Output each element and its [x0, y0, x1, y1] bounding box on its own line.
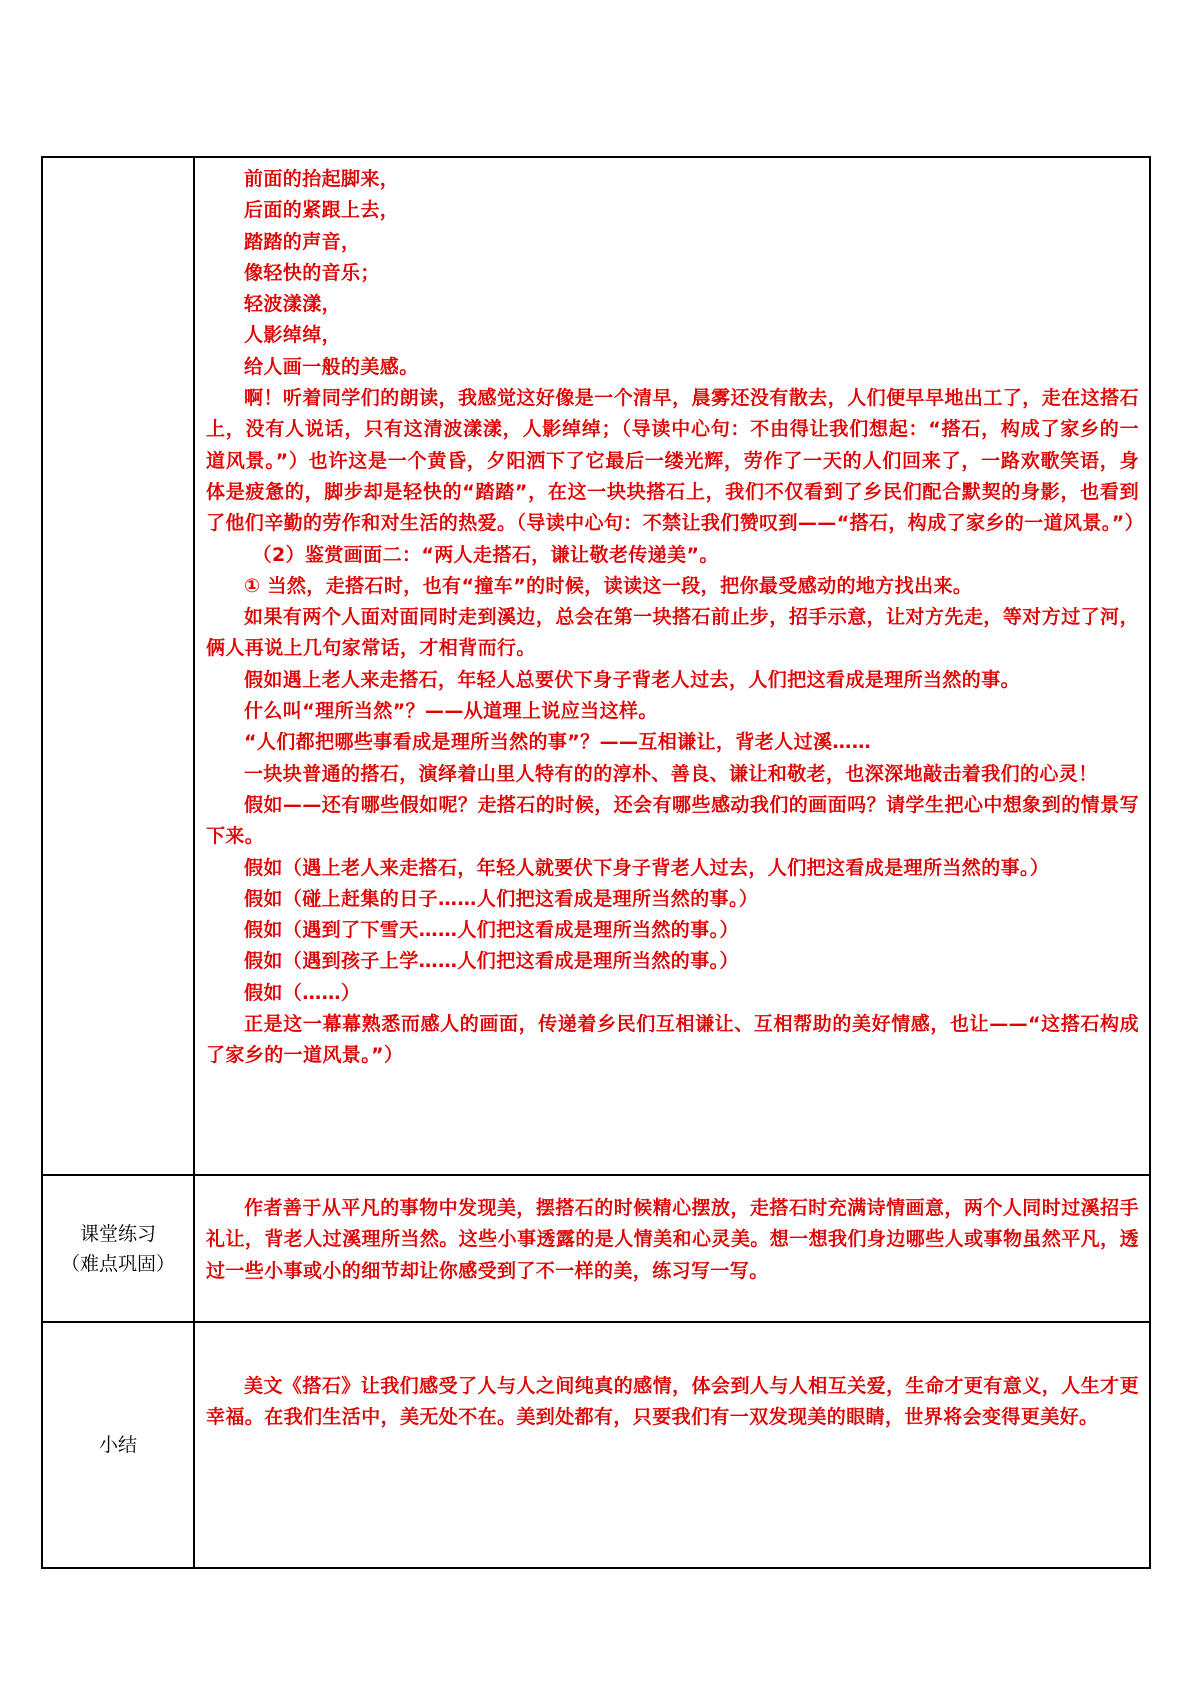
table-row-practice [42, 1175, 1150, 1322]
poem-line-5: 轻波漾漾， [244, 293, 342, 316]
summary-content-cell [194, 1322, 1150, 1568]
poem-line-3: 踏踏的声音， [244, 230, 361, 253]
question-lisuodangran: 什么叫“理所当然”？——从道理上说应当这样。 [244, 700, 658, 723]
example-jiaru-3: 假如（遇到了下雪天……人们把这看成是理所当然的事。） [244, 919, 739, 942]
table-row-summary [42, 1322, 1150, 1568]
reading-content-cell [194, 157, 1150, 1175]
practice-label-line2: （难点巩固） [60, 1252, 175, 1275]
lesson-table [41, 156, 1151, 1569]
example-jiaru-5: 假如（……） [244, 981, 361, 1004]
text-quote-two-people: 如果有两个人面对面同时走到溪边，总会在第一块搭石前止步，招手示意，让对方先走，等对方过了河，俩人再说上几句家常话，才相背而行。 [206, 606, 1139, 660]
example-jiaru-1: 假如（遇上老人来走搭石，年轻人就要伏下身子背老人过去，人们把这看成是理所当然的事。） [244, 856, 1050, 879]
closing-paragraph: 正是这一幕幕熟悉而感人的画面，传递着乡民们互相谦让、互相帮助的美好情感，也让——“这搭石构成了家乡的一道风景。”） [206, 1013, 1139, 1067]
section-heading-scene-two: （2）鉴赏画面二：“两人走搭石，谦让敬老传递美”。 [252, 543, 719, 566]
row-label-empty [42, 157, 194, 1175]
poem-line-2: 后面的紧跟上去， [244, 199, 400, 222]
practice-label-line1: 课堂练习 [79, 1222, 156, 1245]
practice-content-cell [194, 1175, 1150, 1322]
imagination-prompt: 假如——还有哪些假如呢？走搭石的时候，还会有哪些感动我们的画面吗？请学生把心中想象到的情景写下来。 [206, 793, 1139, 848]
example-jiaru-2: 假如（碰上赶集的日子……人们把这看成是理所当然的事。） [244, 887, 759, 910]
summary-label-text: 小结 [98, 1434, 137, 1456]
poem-line-1: 前面的抬起脚来， [244, 168, 400, 190]
table-row-reading [42, 157, 1150, 1175]
summary-mountain-people: 一块块普通的搭石，演绎着山里人特有的的淳朴、善良、谦让和敬老，也深深地敲击着我们的心灵！ [244, 762, 1098, 785]
poem-line-4: 像轻快的音乐； [244, 261, 380, 284]
practice-label [42, 1175, 194, 1322]
question-which-things: “人们都把哪些事看成是理所当然的事”？——互相谦让，背老人过溪…… [244, 731, 872, 754]
example-jiaru-4: 假如（遇到孩子上学……人们把这看成是理所当然的事。） [244, 950, 739, 973]
poem-line-6: 人影绰绰， [244, 324, 342, 347]
text-quote-elderly: 假如遇上老人来走搭石，年轻人总要伏下身子背老人过去，人们把这看成是理所当然的事。 [244, 668, 1021, 691]
practice-paragraph: 作者善于从平凡的事物中发现美，摆搭石的时候精心摆放，走搭石时充满诗情画意，两个人同时过溪招手礼让，背老人过溪理所当然。这些小事透露的是人情美和心灵美。想一想我们身边哪些人或事物虽然平凡，透过一些小事或小的细节却让你感受到了不一样的美，练习写一写。 [206, 1197, 1139, 1282]
reading-prompt: ① 当然，走搭石时，也有“撞车”的时候，读读这一段，把你最受感动的地方找出来。 [244, 574, 973, 597]
summary-label [42, 1322, 194, 1568]
poem-line-7: 给人画一般的美感。 [244, 355, 419, 378]
summary-paragraph: 美文《搭石》让我们感受了人与人之间纯真的感情，体会到人与人相互关爱，生命才更有意义，人生才更幸福。在我们生活中，美无处不在。美到处都有，只要我们有一双发现美的眼睛，世界将会变得更美好。 [206, 1375, 1139, 1429]
teacher-narration-paragraph: 啊！听着同学们的朗读，我感觉这好像是一个清早，晨雾还没有散去，人们便早早地出工了，走在这搭石上，没有人说话，只有这清波漾漾，人影绰绰；（导读中心句：不由得让我们想起：“搭石，构成了家乡的一道风景。”）也许这是一个黄昏，夕阳洒下了它最后一缕光辉，劳作了一天的人们回来了，一路欢歌笑语，身体是疲惫的，脚步却是轻快的“踏踏”，在这一块块搭石上，我们不仅看到了乡民们配合默契的身影，也看到了他们辛勤的劳作和对生活的热爱。（导读中心句：不禁让我们赞叹到——“搭石，构成了家乡的一道风景。”） [206, 387, 1144, 535]
